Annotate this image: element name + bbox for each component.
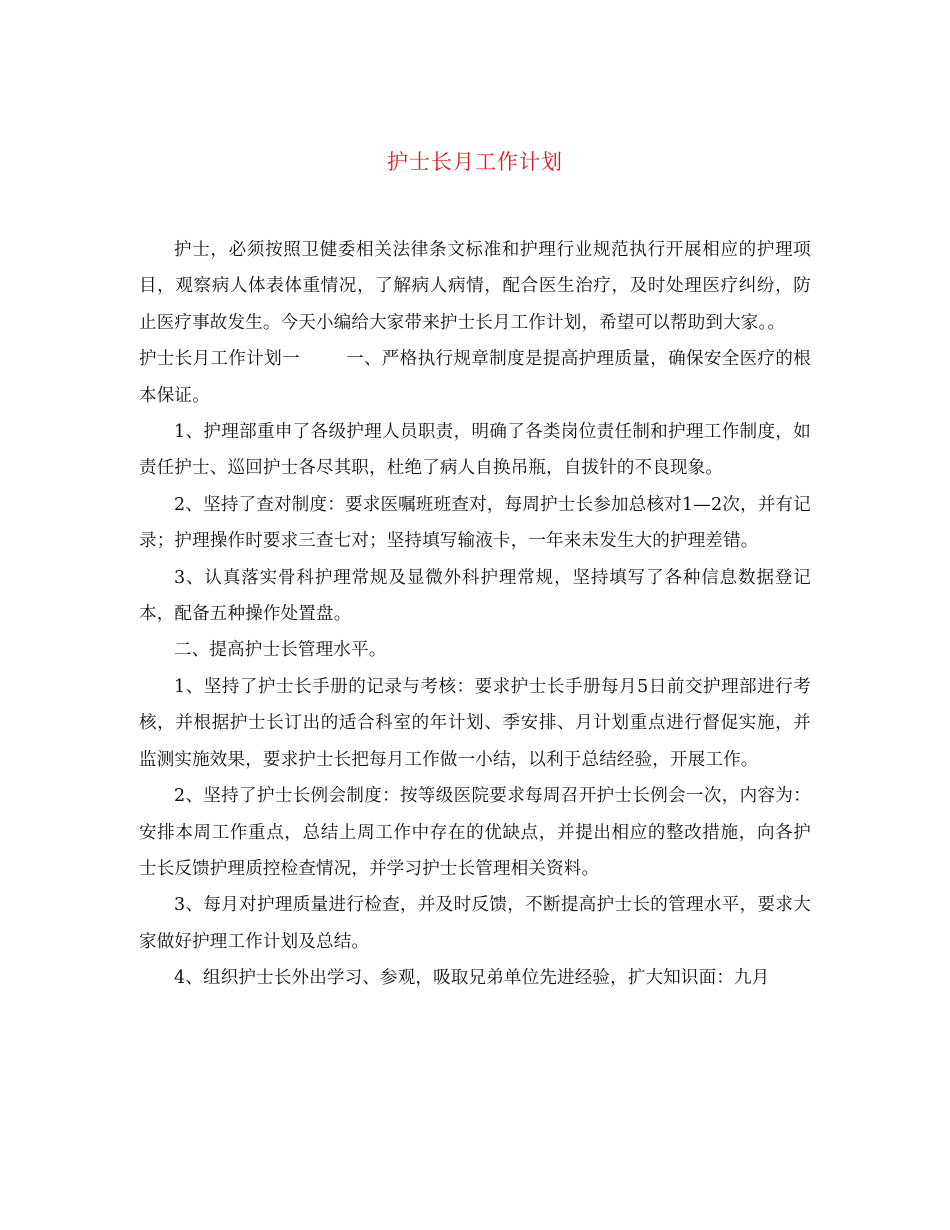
body-paragraph: 1、坚持了护士长手册的记录与考核：要求护士长手册每月5日前交护理部进行考核，并根据护士长订出的适合科室的年计划、季安排、月计划重点进行督促实施，并监测实施效果，要求护士长把每月工作做一小结，以利于总结经验，开展工作。 [139,676,811,770]
body-paragraph: 2、坚持了护士长例会制度：按等级医院要求每周召开护士长例会一次，内容为：安排本周工作重点，总结上周工作中存在的优缺点，并提出相应的整改措施，向各护士长反馈护理质控检查情况，并学习护士长管理相关资料。 [139,786,811,879]
document-body [139,232,811,997]
plan-heading-paragraph [139,341,811,414]
plan-heading: 护士长月工作计划一 [139,349,300,370]
document-title: 护士长月工作计划 [387,150,563,174]
body-paragraph: 4、组织护士长外出学习、参观，吸取兄弟单位先进经验，扩大知识面：九月 [174,968,770,989]
plan-heading-rest: 一、严格执行规章制度是提高护理质量，确保安全医疗的根本保证。 [139,349,811,406]
intro-paragraph: 护士，必须按照卫健委相关法律条文标准和护理行业规范执行开展相应的护理项目，观察病人体表体重情况，了解病人病情，配合医生治疗，及时处理医疗纠纷，防止医疗事故发生。今天小编给大家带来护士长月工作计划，希望可以帮助到大家。。 [139,240,811,333]
section-heading: 二、提高护士长管理水平。 [174,640,387,661]
body-paragraph: 1、护理部重申了各级护理人员职责，明确了各类岗位责任制和护理工作制度，如责任护士、巡回护士各尽其职，杜绝了病人自换吊瓶，自拔针的不良现象。 [139,422,811,479]
body-paragraph: 3、认真落实骨科护理常规及显微外科护理常规，坚持填写了各种信息数据登记本，配备五种操作处置盘。 [139,567,811,625]
body-paragraph: 2、坚持了查对制度：要求医嘱班班查对，每周护士长参加总核对1—2次，并有记录；护理操作时要求三查七对；坚持填写输液卡，一年来未发生大的护理差错。 [139,494,811,552]
body-paragraph: 3、每月对护理质量进行检查，并及时反馈，不断提高护士长的管理水平，要求大家做好护理工作计划及总结。 [139,895,811,952]
